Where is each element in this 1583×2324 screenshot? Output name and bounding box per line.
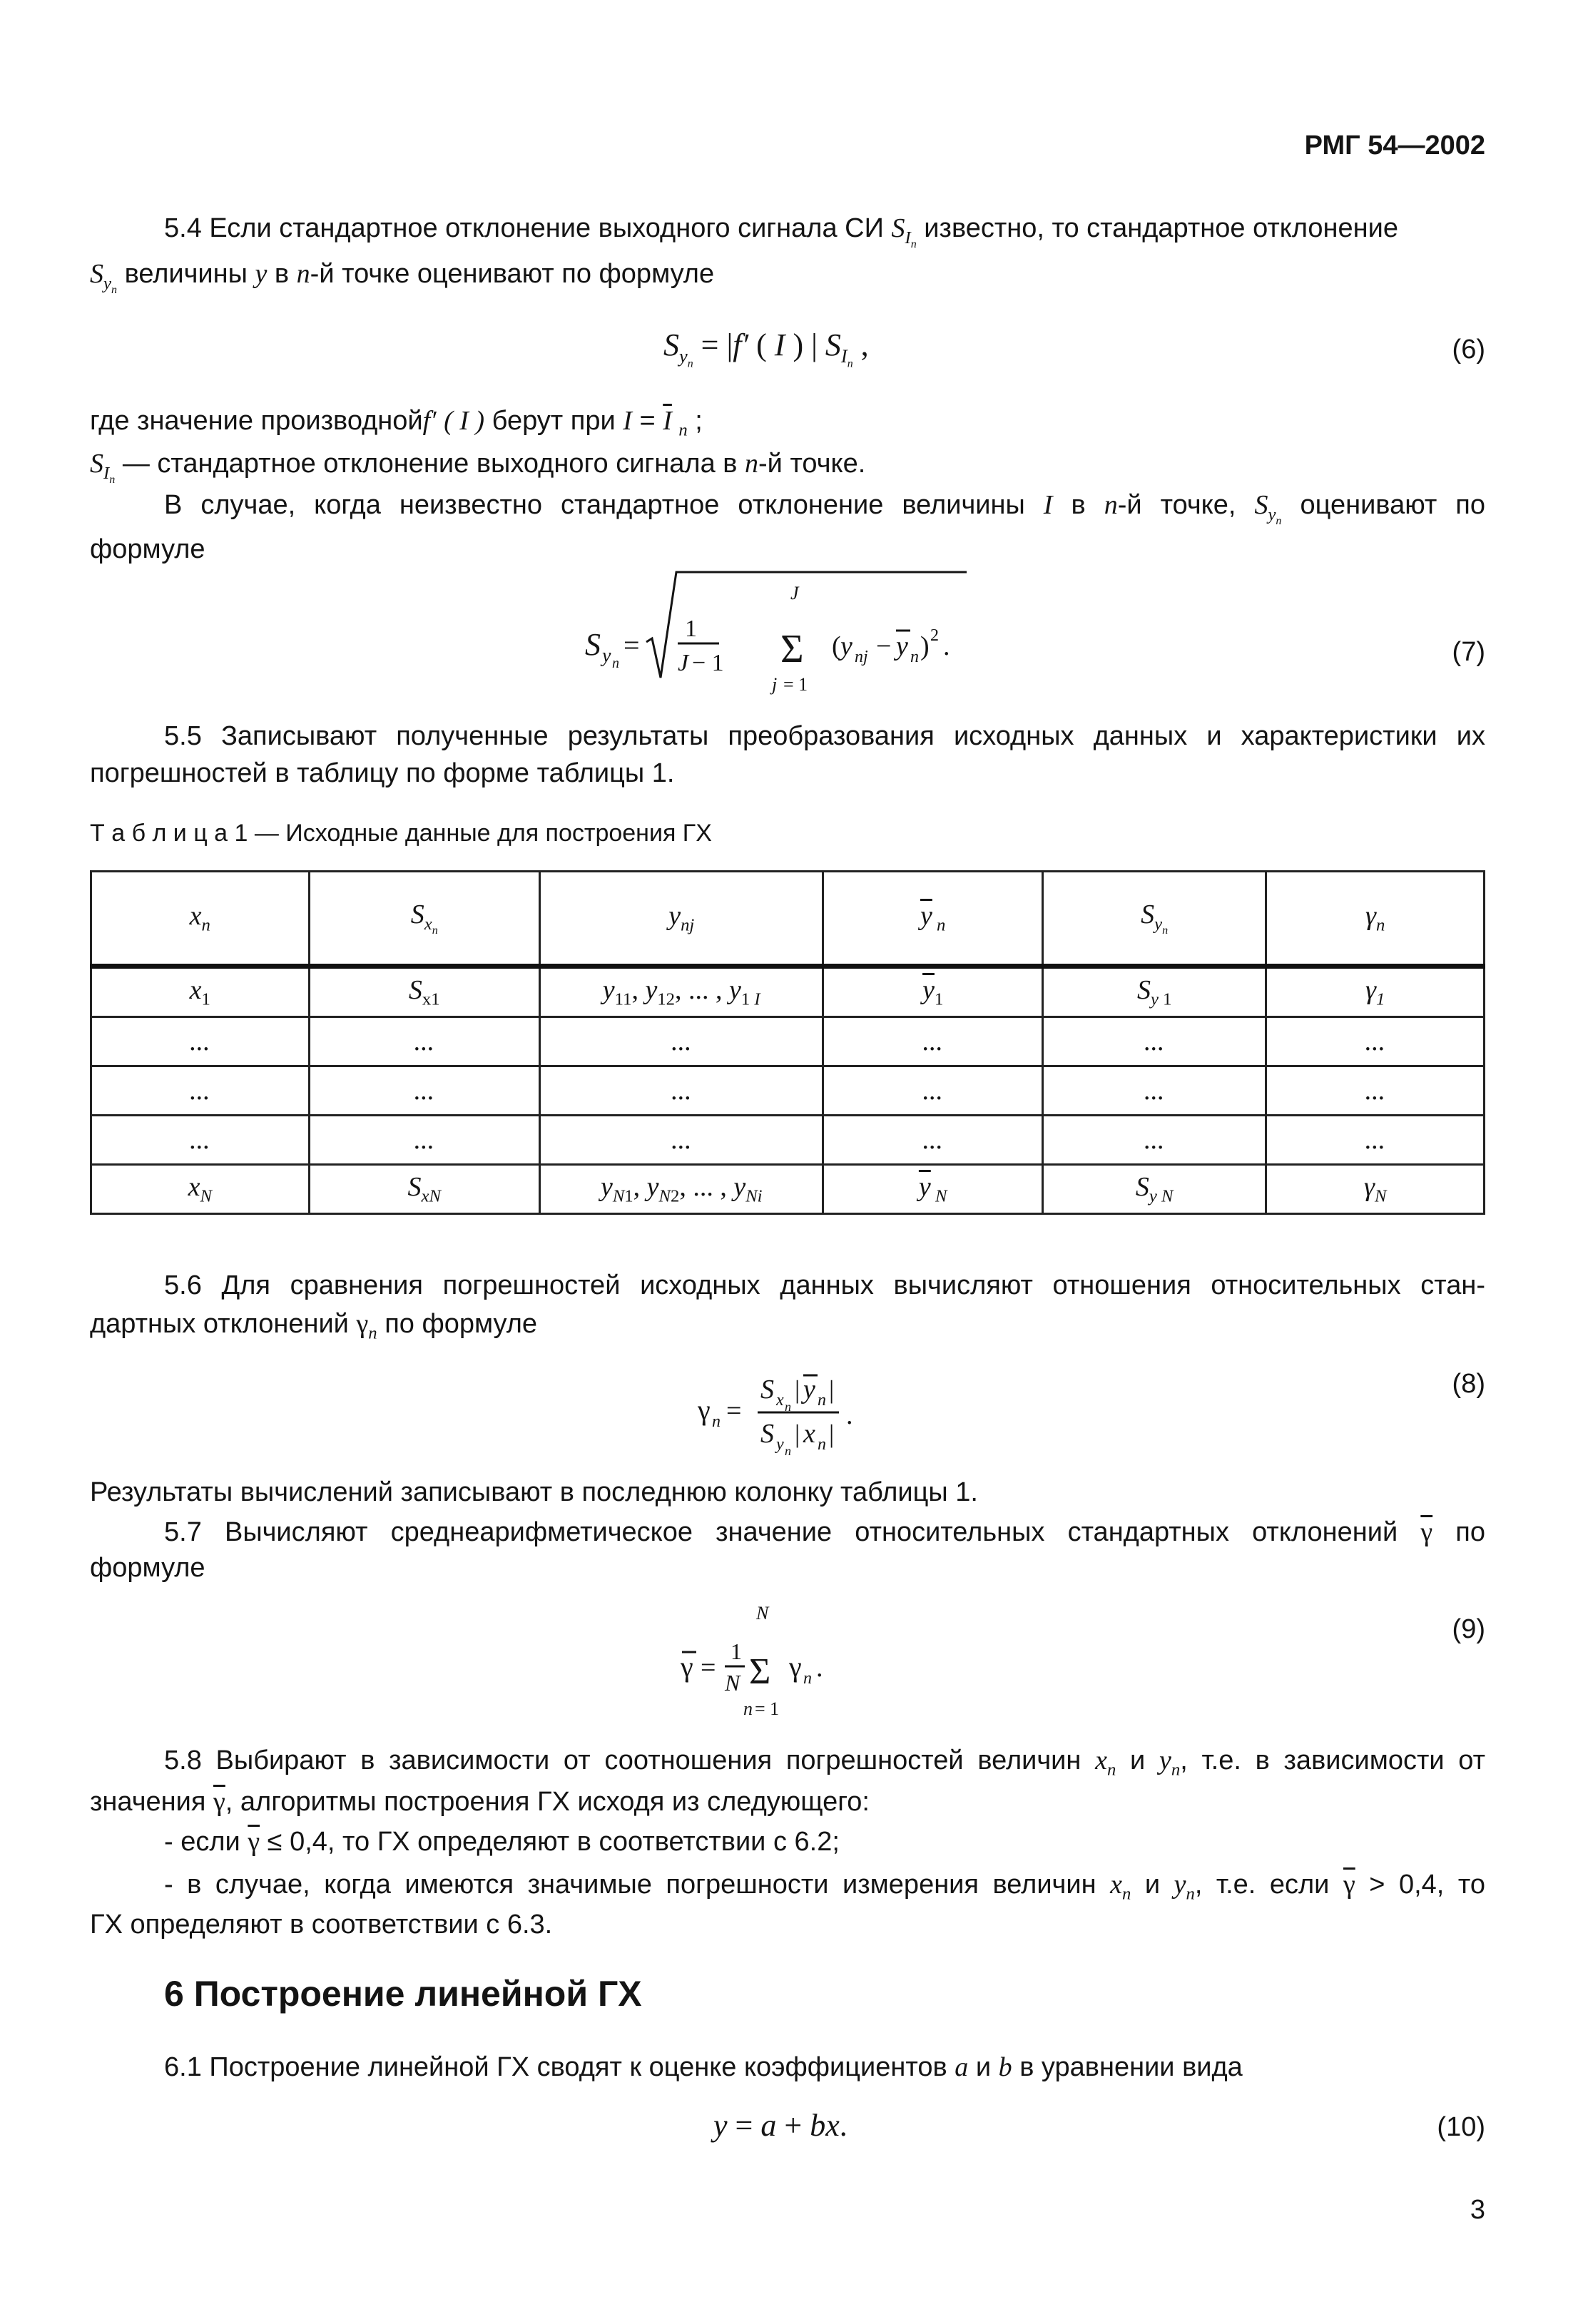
- bullet-2-line-1: - в случае, когда имеются значимые погрешности измерения величин $x_n$ и $y_n$, т.е. если $\overline{\gamma} > 0,4$, то: [164, 1870, 1485, 1904]
- svg-text:|: |: [829, 1420, 835, 1448]
- svg-text:=: =: [701, 1653, 716, 1683]
- table-row: ... ... ... ... ... ...: [91, 1017, 1485, 1066]
- svg-text:=: =: [623, 629, 640, 661]
- svg-text:): ): [920, 631, 930, 661]
- table-header-row: [91, 872, 1485, 967]
- svg-text:S: S: [760, 1419, 774, 1449]
- svg-text:n: n: [818, 1391, 826, 1410]
- col-header-gamma: $\gamma_n$: [1266, 872, 1485, 967]
- table-1: [90, 870, 1485, 1215]
- svg-text:− 1: − 1: [692, 650, 724, 676]
- page-number: 3: [1470, 2195, 1485, 2225]
- col-header-x: $x_n$: [91, 872, 310, 967]
- paragraph-5-4-line-1: 5.4 Если стандартное отклонение выходного сигнала СИ $S_{I_n}$ известно, то стандартное отклонение: [164, 213, 1399, 250]
- svg-text:1: 1: [731, 1638, 742, 1664]
- paragraph-5-4-case-line: В случае, когда неизвестно стандартное отклонение величины I в n-й точке, $S_{y_n}$ оценивают по: [164, 490, 1485, 527]
- formula-7: [578, 564, 977, 713]
- table-row: ... ... ... ... ... ...: [91, 1066, 1485, 1116]
- svg-text:J: J: [790, 583, 799, 603]
- svg-text:γ: γ: [681, 1651, 693, 1683]
- svg-text:y: y: [776, 1435, 784, 1454]
- svg-text:.: .: [816, 1653, 823, 1683]
- svg-text:Σ: Σ: [749, 1651, 771, 1692]
- bullet-1: - если $\overline{\gamma} \le 0,4$, то ГХ определяют в соответствии с 6.2;: [164, 1827, 840, 1857]
- col-header-sx: $S_{x_n}$: [309, 872, 540, 967]
- col-header-sy: $S_{y_n}$: [1042, 872, 1266, 967]
- equation-number-6: (6): [1452, 335, 1485, 365]
- svg-text:S: S: [585, 627, 601, 662]
- svg-text:|: |: [795, 1375, 800, 1404]
- svg-text:=: =: [726, 1396, 742, 1426]
- table-row: $x_N$ $S_{xN}$ $y_{N1}$, $y_{N2}$, ... , $y_{Ni}$ $\overline{y}$ $_N$ $S_{y N}$ $\gamma_N$: [91, 1165, 1485, 1214]
- svg-text:y: y: [840, 631, 852, 661]
- paragraph-5-7-line-2: формуле: [90, 1553, 205, 1583]
- formula-8: [692, 1355, 906, 1462]
- paragraph-5-8-line-1: 5.8 Выбирают в зависимости от соотношения погрешностей величин $x_n$ и $y_n$, т.е. в зависимости от: [164, 1745, 1486, 1780]
- paragraph-5-5-line-2: погрешностей в таблицу по форме таблицы 1.: [90, 758, 675, 788]
- where-line-2: $S_{I_n}$ — стандартное отклонение выходного сигнала в n-й точке.: [90, 449, 866, 486]
- svg-text:y: y: [602, 645, 611, 667]
- paragraph-5-8-line-2: значения $\overline{\gamma}$, алгоритмы построения ГХ исходя из следующего:: [90, 1787, 870, 1817]
- svg-text:|: |: [795, 1420, 800, 1448]
- svg-text:n: n: [910, 648, 919, 666]
- svg-text:y: y: [896, 631, 908, 661]
- svg-text:N: N: [725, 1670, 740, 1696]
- svg-text:x: x: [803, 1419, 815, 1449]
- paragraph-5-5-line-1: 5.5 Записывают полученные результаты преобразования исходных данных и характеристики их: [164, 721, 1485, 751]
- formula-word: формуле: [90, 534, 205, 564]
- paragraph-6-1: 6.1 Построение линейной ГХ сводят к оценке коэффициентов a и b в уравнении вида: [164, 2052, 1243, 2082]
- equation-number-9: (9): [1452, 1614, 1485, 1644]
- formula-10: y = a + bx.: [713, 2108, 848, 2143]
- svg-text:n: n: [712, 1412, 721, 1431]
- svg-text:y: y: [803, 1375, 815, 1405]
- formula-6: $S_{y_n} = |f'$ ( I ) | $S_{I_n}$ ,: [663, 327, 869, 370]
- col-header-ybar: $\overline{y}$ $_n$: [823, 872, 1043, 967]
- svg-text:S: S: [760, 1375, 774, 1405]
- svg-text:J: J: [678, 650, 689, 676]
- formula-9: [663, 1598, 892, 1726]
- svg-text:n: n: [803, 1669, 812, 1688]
- svg-text:2: 2: [930, 626, 939, 645]
- document-code: РМГ 54—2002: [1304, 131, 1485, 160]
- svg-text:γ: γ: [789, 1651, 802, 1683]
- svg-text:.: .: [943, 631, 950, 661]
- svg-text:γ: γ: [698, 1394, 711, 1426]
- paragraph-5-4-line-2: $S_{y_n}$ величины y в n-й точке оценивают по формуле: [90, 259, 715, 296]
- svg-text:(: (: [832, 631, 841, 661]
- table-row: $x_1$ $S_{x1}$ $y_{11}$, $y_{12}$, ... , $y_{1 I}$ $\overline{y}_1$ $S_{y 1}$ $\gamma_1$: [91, 967, 1485, 1017]
- paragraph-5-6-result: Результаты вычислений записывают в последнюю колонку таблицы 1.: [90, 1477, 978, 1507]
- svg-text:Σ: Σ: [780, 627, 804, 671]
- svg-text:n: n: [612, 656, 619, 671]
- svg-text:N: N: [756, 1603, 769, 1624]
- svg-text:.: .: [846, 1400, 853, 1430]
- svg-text:|: |: [829, 1375, 835, 1404]
- section-6-heading: 6 Построение линейной ГХ: [164, 1974, 642, 2014]
- svg-text:nj: nj: [855, 648, 868, 666]
- svg-text:= 1: = 1: [755, 1698, 780, 1719]
- table-caption: Т а б л и ц а 1 — Исходные данные для построения ГХ: [90, 820, 712, 847]
- paragraph-5-6-line-2: дартных отклонений $\gamma_n$ по формуле: [90, 1309, 538, 1343]
- svg-text:n: n: [785, 1400, 791, 1414]
- svg-text:n: n: [818, 1435, 826, 1454]
- svg-text:n: n: [785, 1444, 791, 1458]
- svg-text:n: n: [743, 1698, 753, 1719]
- svg-text:1: 1: [685, 616, 697, 642]
- bullet-2-line-2: ГХ определяют в соответствии с 6.3.: [90, 1910, 553, 1940]
- paragraph-5-7-line-1: 5.7 Вычисляют среднеарифметическое значение относительных стандартных отклонений $\overline{\gamma}$ по: [164, 1517, 1486, 1547]
- where-line-1: где значение производнойf′ ( I ) берут при $I = \overline{I}$ $_n$ ;: [90, 406, 703, 440]
- equation-number-7: (7): [1452, 637, 1485, 667]
- col-header-ynj: $y_{nj}$: [540, 872, 823, 967]
- paragraph-5-6-line-1: 5.6 Для сравнения погрешностей исходных данных вычисляют отношения относительных стан-: [164, 1270, 1485, 1300]
- equation-number-8: (8): [1452, 1369, 1485, 1399]
- svg-text:−: −: [876, 631, 892, 661]
- svg-text:= 1: = 1: [783, 674, 808, 695]
- svg-text:j: j: [772, 674, 778, 695]
- table-row: ... ... ... ... ... ...: [91, 1116, 1485, 1165]
- svg-text:x: x: [776, 1391, 784, 1410]
- equation-number-10: (10): [1437, 2112, 1485, 2142]
